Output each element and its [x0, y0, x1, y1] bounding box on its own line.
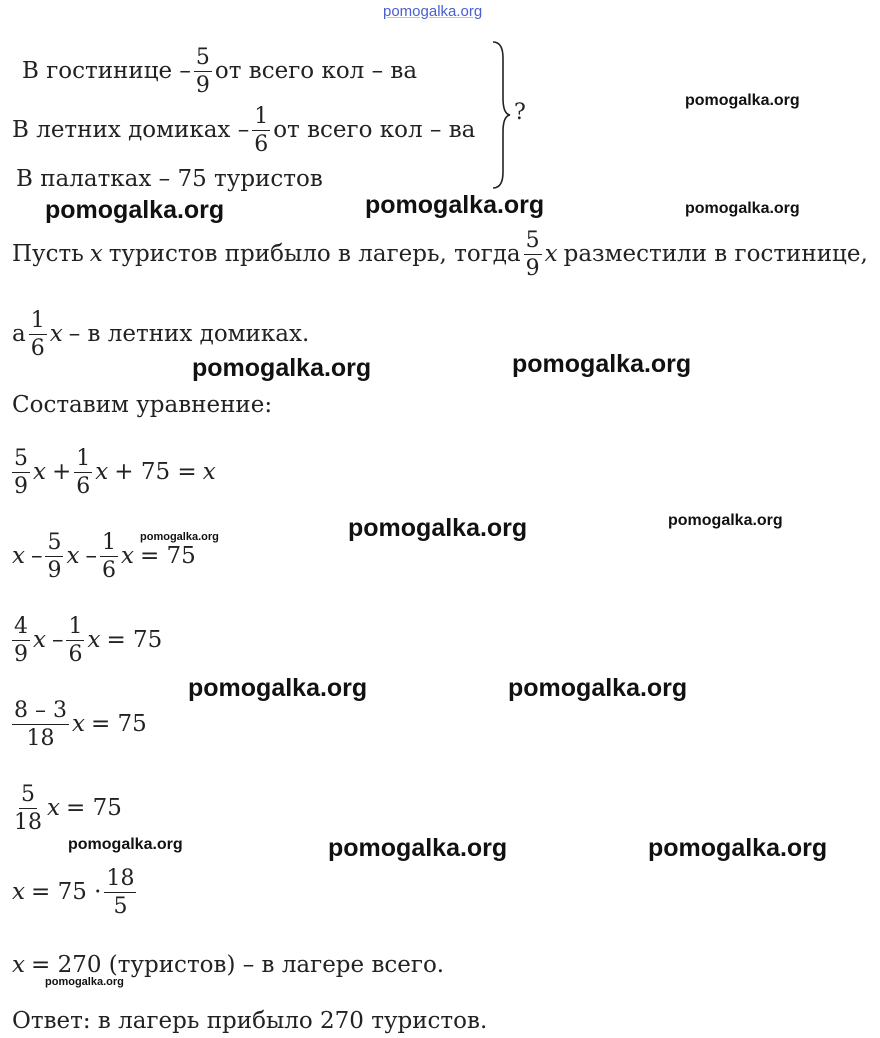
intro-line-2: а $\frac{1}{6}$ x – в летних домиках. [12, 308, 310, 362]
watermark: pomogalka.org [140, 531, 219, 543]
watermark: pomogalka.org [685, 200, 800, 217]
question-mark: ? [514, 100, 526, 125]
fraction: $\frac{5}{9}$ [195, 45, 210, 99]
watermark: pomogalka.org [508, 674, 688, 702]
watermark: pomogalka.org [648, 834, 828, 862]
watermark: pomogalka.org [192, 354, 372, 382]
watermark: pomogalka.org [365, 191, 545, 219]
fraction: $\frac{1}{6}$ [30, 308, 45, 362]
watermark: pomogalka.org [45, 976, 124, 988]
answer: Ответ: в лагерь прибыло 270 туристов. [12, 1008, 488, 1034]
equation-step-1: $\frac{5}{9}$ x + $\frac{1}{6}$ x + 75 = x [14, 446, 216, 500]
condition-hotel: В гостинице – $\frac{5}{9}$ от всего кол – ва [22, 45, 418, 99]
equation-header: Составим уравнение: [12, 392, 273, 418]
watermark: pomogalka.org [383, 3, 483, 20]
watermark: pomogalka.org [348, 514, 528, 542]
equation-step-5: $\frac{5}{18}$ x = 75 [14, 782, 122, 836]
equation-step-7: x = 270 (туристов) – в лагере всего. [12, 952, 445, 978]
fraction: $\frac{5}{9}$ [525, 228, 540, 282]
watermark: pomogalka.org [328, 834, 508, 862]
equation-step-4: $\frac{8 - 3}{18}$ x = 75 [14, 698, 147, 752]
watermark: pomogalka.org [188, 674, 368, 702]
condition-tents: В палатках – 75 туристов [16, 166, 323, 192]
watermark: pomogalka.org [685, 92, 800, 109]
watermark: pomogalka.org [668, 512, 783, 529]
equation-step-6: x = 75 · $\frac{18}{5}$ [12, 866, 135, 920]
equation-step-2: x – $\frac{5}{9}$ x – $\frac{1}{6}$ x = 75 [12, 530, 196, 584]
fraction: $\frac{1}{6}$ [254, 104, 269, 158]
intro-line-1: Пусть x туристов прибыло в лагерь, тогда $\frac{5}{9}$ x разместили в гостинице, [12, 228, 868, 282]
equation-step-3: $\frac{4}{9}$ x – $\frac{1}{6}$ x = 75 [14, 614, 163, 668]
watermark: pomogalka.org [45, 196, 225, 224]
watermark: pomogalka.org [512, 350, 692, 378]
right-brace-icon [490, 40, 512, 190]
watermark: pomogalka.org [68, 836, 183, 853]
condition-cottages: В летних домиках – $\frac{1}{6}$ от всего кол – ва [12, 104, 476, 158]
